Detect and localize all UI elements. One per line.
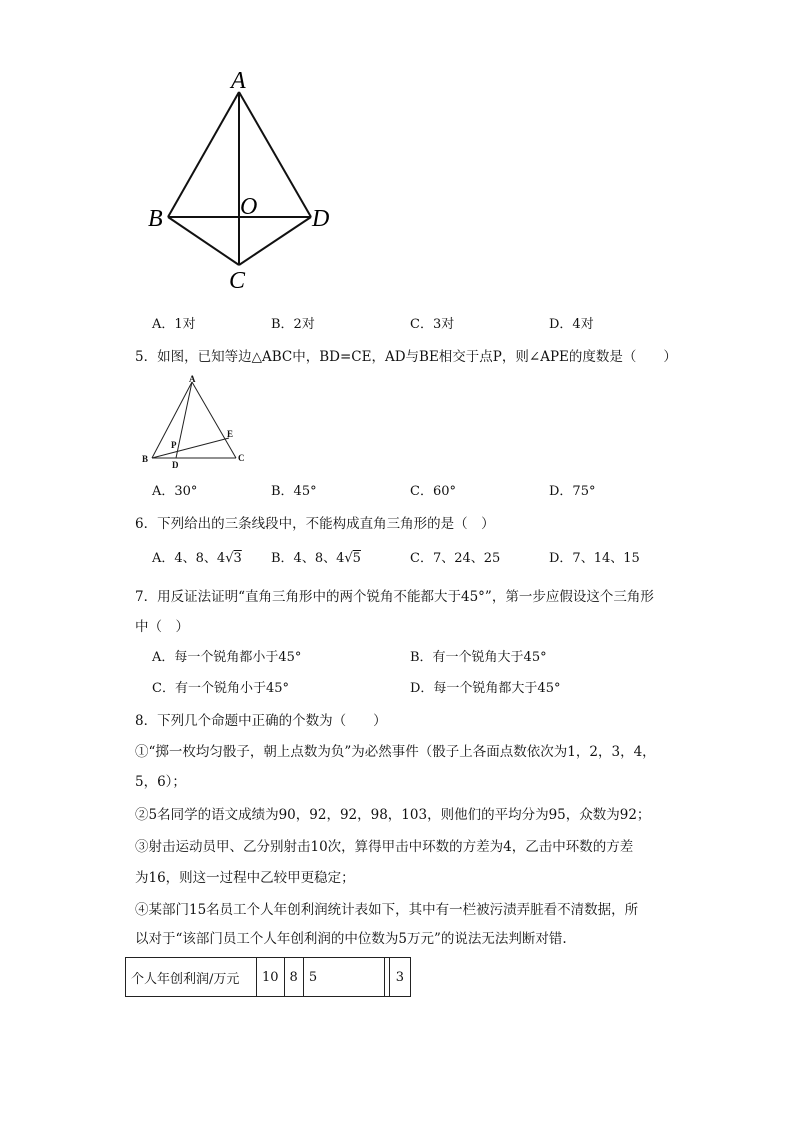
q5-option-c[interactable]: C．60° [410,484,456,499]
table-cell: 8 [284,958,303,997]
q7-stem-line1: 7．用反证法证明“直角三角形中的两个锐角不能都大于45°”，第一步应假设这个三角形 [135,589,654,605]
q7-stem-line2: 中（ ） [135,619,189,635]
q5-label-a: A [189,374,196,384]
q6-option-b[interactable]: B．4、8、4√5 [271,551,361,566]
q7-option-b[interactable]: B．有一个锐角大于45° [410,650,547,665]
label-c: C [229,268,246,294]
table-cell: 3 [389,958,410,997]
q8-statement-3-line2: 为16，则这一过程中乙较甲更稳定； [135,870,355,886]
q4-option-b[interactable]: B．2对 [271,317,315,332]
q5-triangle-figure [140,372,255,472]
q5-stem: 5．如图，已知等边△ABC中，BD=CE，AD与BE相交于点P，则∠APE的度数是（ ） [135,349,677,365]
sqrt-icon: √ [344,551,353,566]
q7-option-a[interactable]: A．每一个锐角都小于45° [152,650,302,665]
q5-label-e: E [227,429,234,439]
sqrt-icon: √ [225,551,234,566]
label-b: B [148,206,163,232]
profit-table [125,957,411,997]
q5-label-d: D [172,460,179,470]
q6-option-a[interactable]: A．4、8、4√3 [152,551,242,566]
q6-option-d[interactable]: D．7、14、15 [549,551,640,566]
q7-option-c[interactable]: C．有一个锐角小于45° [152,681,289,696]
table-cell: 10 [257,958,285,997]
table-row [126,958,411,997]
edge-cd [239,217,311,265]
q8-statement-1-line1: ①“掷一枚均匀骰子，朝上点数为负”为必然事件（骰子上各面点数依次为1，2，3，4， [135,744,656,760]
q6-stem: 6．下列给出的三条线段中，不能构成直角三角形的是（ ） [135,516,495,532]
kite-figure [140,60,350,300]
q5-label-c: C [238,453,245,463]
q8-stem: 8．下列几个命题中正确的个数为（ ） [135,713,387,729]
edge-bc [168,217,239,265]
q8-statement-2: ②5名同学的语文成绩为90，92，92，98，103，则他们的平均分为95，众数为92； [135,807,651,823]
q4-option-c[interactable]: C．3对 [410,317,455,332]
q8-statement-4-line1: ④某部门15名员工个人年创利润统计表如下，其中有一栏被污渍弄脏看不清数据，所 [135,902,639,918]
q7-option-d[interactable]: D．每一个锐角都大于45° [410,681,561,696]
label-d: D [312,206,330,232]
q5-label-p: P [171,440,177,450]
edge-ab [168,92,239,217]
q4-option-a[interactable]: A．1对 [152,317,196,332]
q8-statement-3-line1: ③射击运动员甲、乙分别射击10次，算得甲击中环数的方差为4，乙击中环数的方差 [135,839,634,855]
table-header-cell: 个人年创利润/万元 [126,958,257,997]
q5-option-d[interactable]: D．75° [549,484,596,499]
q4-option-d[interactable]: D．4对 [549,317,594,332]
q5-option-a[interactable]: A．30° [152,484,198,499]
label-o: O [240,194,258,220]
q6-option-c[interactable]: C．7、24、25 [410,551,501,566]
q8-statement-4-line2: 以对于“该部门员工个人年创利润的中位数为5万元”的说法无法判断对错. [135,931,567,947]
q8-statement-1-line2: 5，6）； [135,774,186,790]
table-cell: 5 [303,958,384,997]
label-a: A [231,68,246,94]
q5-label-b: B [142,454,149,464]
q5-option-b[interactable]: B．45° [271,484,317,499]
